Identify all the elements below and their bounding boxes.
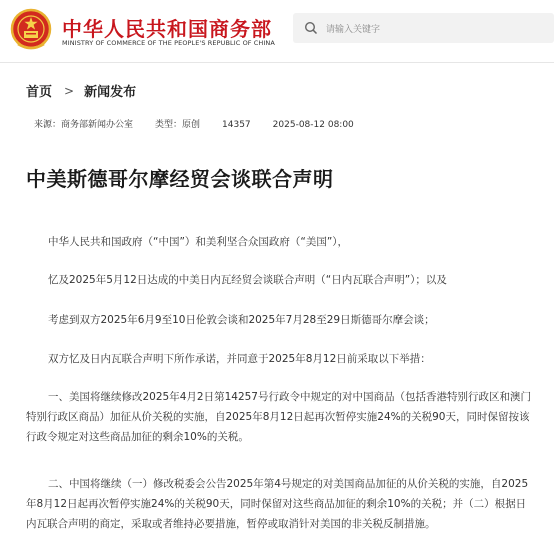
header-divider	[0, 62, 554, 63]
breadcrumb-home[interactable]: 首页	[26, 85, 53, 100]
site-title-cn[interactable]: 中华人民共和国商务部	[62, 17, 272, 41]
breadcrumb-section[interactable]: 新闻发布	[84, 85, 137, 100]
meta-date: 2025-08-12 08:00	[272, 120, 354, 130]
meta-source: 来源：商务部新闻办公室	[34, 120, 134, 130]
search-icon[interactable]	[304, 21, 318, 35]
breadcrumb-separator: >	[64, 83, 75, 98]
national-emblem-icon	[10, 8, 52, 52]
paragraph-3: 考虑到双方2025年6月9至10日伦敦会谈和2025年7月28至29日斯德哥尔摩会谈；	[48, 314, 435, 326]
search-input[interactable]: 请输入关键字	[326, 25, 381, 35]
paragraph-5: 一、美国将继续修改2025年4月2日第14257号行政令中规定的对中国商品（包括香港特别行政区和澳门特别行政区商品）加征从价关税的实施，自2025年8月12日起再次暂停实施24%的关税90天，同时保留按该行政令规定对这些商品加征的剩余10%的关税。	[26, 391, 531, 443]
meta-type: 类型：原创	[155, 120, 201, 130]
site-title-en: MINISTRY OF COMMERCE OF THE PEOPLE'S REPUBLIC OF CHINA	[62, 39, 275, 47]
site-header	[0, 0, 554, 62]
meta-views: 14357	[222, 120, 251, 130]
article-meta	[34, 117, 376, 130]
paragraph-4: 双方忆及日内瓦联合声明下所作承诺，并同意于2025年8月12日前采取以下举措：	[48, 353, 431, 365]
paragraph-1: 中华人民共和国政府（“中国”）和美利坚合众国政府（“美国”），	[48, 236, 349, 248]
breadcrumb	[26, 81, 136, 100]
search-box[interactable]	[293, 13, 554, 43]
paragraph-2: 忆及2025年5月12日达成的中美日内瓦经贸会谈联合声明（“日内瓦联合声明”）；以及	[48, 274, 447, 286]
paragraph-6: 二、中国将继续（一）修改税委会公告2025年第4号规定的对美国商品加征的从价关税的实施，自2025年8月12日起再次暂停实施24%的关税90天，同时保留对这些商品加征的剩余10%的关税；并（二）根据日内瓦联合声明的商定，采取或者维持必要措施，暂停或取消针对美国的非关税反制措施。	[26, 478, 529, 530]
article-title: 中美斯德哥尔摩经贸会谈联合声明	[26, 167, 334, 191]
